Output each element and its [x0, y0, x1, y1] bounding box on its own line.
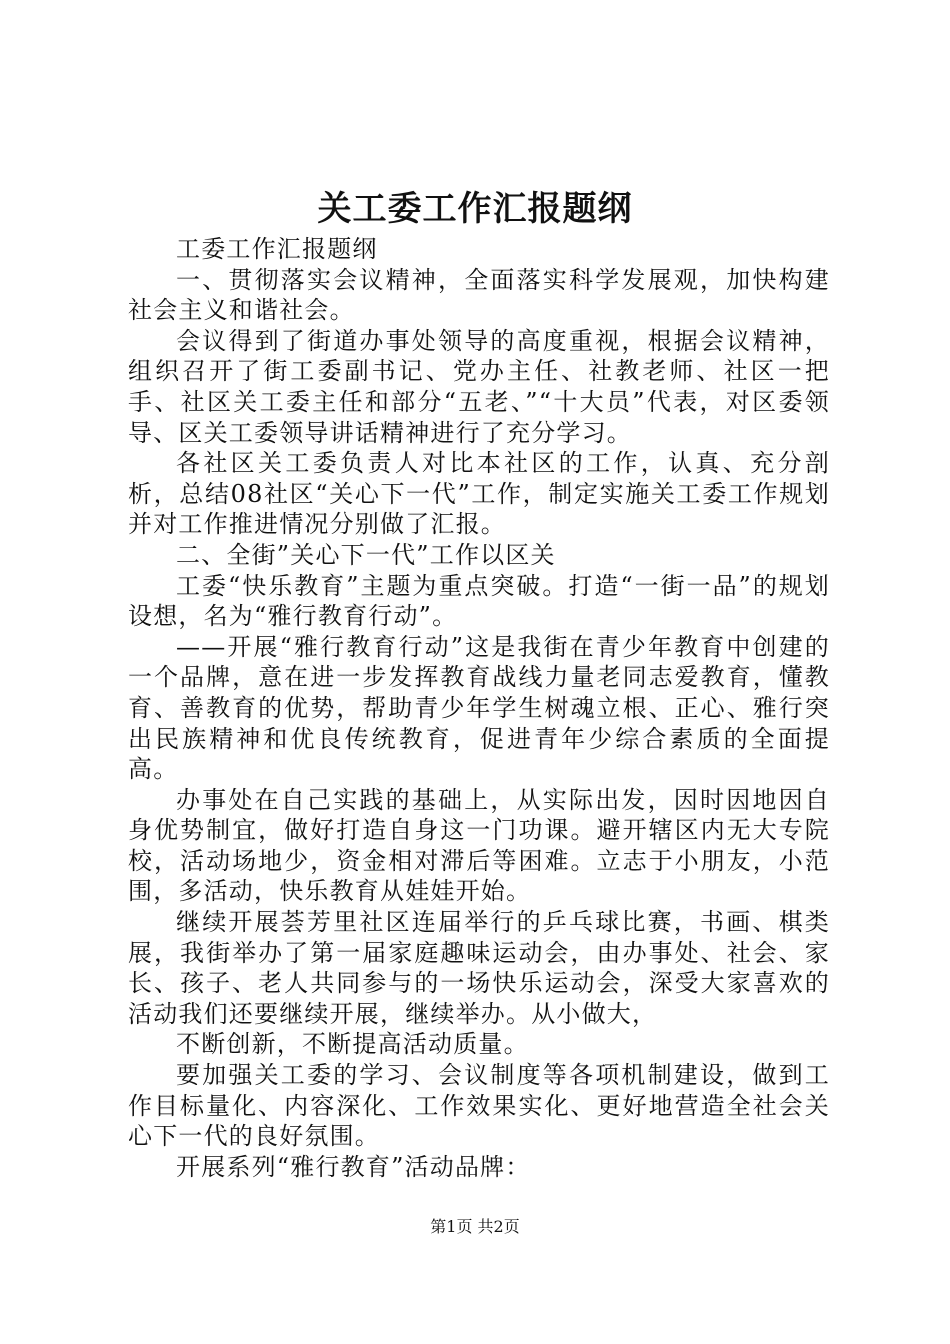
paragraph: ——开展“雅行教育行动”这是我街在青少年教育中创建的一个品牌，意在进一步发挥教育战线力量老同志爱教育，懂教育、善教育的优势，帮助青少年学生树魂立根、正心、雅行突出民族精神和优良传统教育，促进青年少综合素质的全面提高。 — [128, 632, 830, 784]
paragraph: 会议得到了街道办事处领导的高度重视，根据会议精神，组织召开了街工委副书记、党办主任、社教老师、社区一把手、社区关工委主任和部分“五老、”“十大员”代表，对区委领导、区关工委领导讲话精神进行了充分学习。 — [128, 326, 830, 447]
paragraph: 要加强关工委的学习、会议制度等各项机制建设，做到工作目标量化、内容深化、工作效果实化、更好地营造全社会关心下一代的良好氛围。 — [128, 1061, 830, 1151]
paragraph: 各社区关工委负责人对比本社区的工作，认真、充分剖析，总结08社区“关心下一代”工作，制定实施关工委工作规划并对工作推进情况分别做了汇报。 — [128, 449, 830, 539]
paragraph: 继续开展荟芳里社区连届举行的乒乓球比赛，书画、棋类展，我街举办了第一届家庭趣味运动会，由办事处、社会、家长、孩子、老人共同参与的一场快乐运动会，深受大家喜欢的活动我们还要继续开展，继续举办。从小做大， — [128, 908, 830, 1028]
document-body — [128, 234, 830, 1182]
page-footer: 第1页 共2页 — [430, 1217, 520, 1236]
document-title: 关工委工作汇报题纲 — [317, 189, 633, 229]
paragraph: 一、贯彻落实会议精神，全面落实科学发展观，加快构建社会主义和谐社会。 — [128, 265, 830, 325]
paragraph: 工委“快乐教育”主题为重点突破。打造“一街一品”的规划设想，名为“雅行教育行动”。 — [128, 571, 830, 631]
paragraph: 开展系列“雅行教育”活动品牌： — [176, 1152, 531, 1181]
paragraph: 二、全街”关心下一代”工作以区关 — [176, 540, 556, 569]
paragraph: 办事处在自己实践的基础上，从实际出发，因时因地因自身优势制宜，做好打造自身这一门功课。避开辖区内无大专院校，活动场地少，资金相对滞后等困难。立志于小朋友，小范围，多活动，快乐教育从娃娃开始。 — [128, 785, 830, 906]
paragraph: 不断创新，不断提高活动质量。 — [176, 1030, 529, 1059]
paragraph: 工委工作汇报题纲 — [176, 235, 378, 263]
